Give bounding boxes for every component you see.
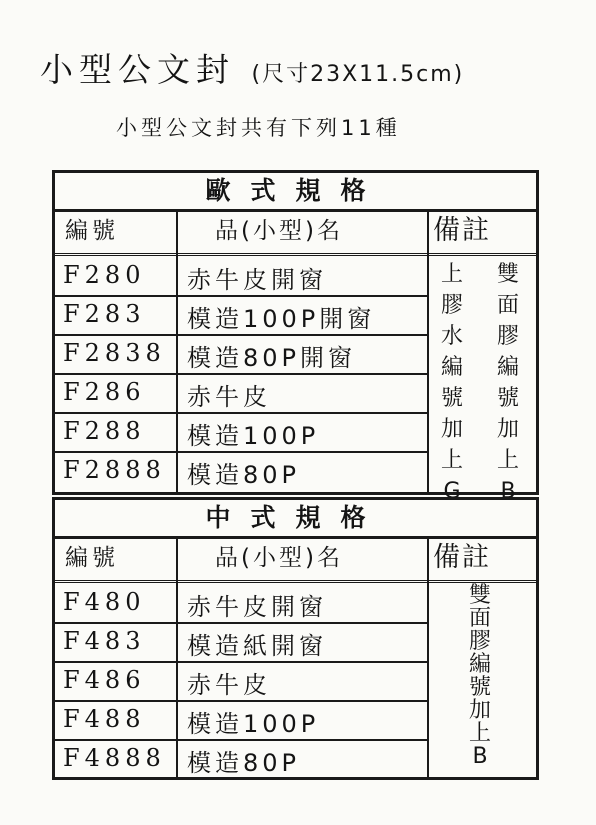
- note-char: 號: [468, 675, 491, 700]
- note-char: 上: [440, 262, 463, 287]
- table-row: [55, 662, 427, 702]
- product-name: 模造80P開窗: [187, 344, 357, 372]
- product-name: 模造100P開窗: [187, 305, 376, 333]
- product-code: F4888: [63, 744, 166, 772]
- note-char: 編: [440, 355, 463, 380]
- note-char: G: [443, 479, 461, 504]
- table-row: [55, 623, 427, 663]
- product-name: 赤牛皮: [187, 671, 271, 699]
- note-char: 面: [468, 606, 491, 631]
- note-char: 加: [468, 698, 491, 723]
- col-code-header: 編號: [65, 218, 119, 244]
- note-char: 上: [496, 448, 519, 473]
- table-row: [55, 740, 427, 778]
- table-row: [55, 257, 427, 297]
- product-name: 赤牛皮: [187, 383, 271, 411]
- euro-header: 歐式規格: [55, 173, 536, 212]
- product-code: F283: [63, 300, 146, 328]
- china-column-header: [55, 536, 536, 583]
- table-row: [55, 335, 427, 375]
- euro-note-right: [495, 259, 521, 507]
- note-char: 編: [468, 652, 491, 677]
- note-char: 上: [440, 448, 463, 473]
- table-row: [55, 296, 427, 336]
- note-char: 編: [496, 355, 519, 380]
- product-code: F288: [63, 417, 146, 445]
- product-code: F2888: [63, 456, 166, 484]
- note-char: 膠: [468, 629, 491, 654]
- product-code: F280: [63, 261, 146, 289]
- col-note-header: 備註: [433, 542, 491, 573]
- note-char: 號: [440, 386, 463, 411]
- note-char: 膠: [496, 324, 519, 349]
- page-subtitle: 小型公文封共有下列11種: [116, 116, 401, 140]
- product-code: F483: [63, 627, 146, 655]
- note-char: 膠: [440, 293, 463, 318]
- note-char: B: [472, 744, 488, 769]
- euro-note-left: [439, 259, 465, 507]
- product-name: 模造100P: [187, 710, 320, 738]
- table-row: [55, 374, 427, 414]
- product-name: 模造80P: [187, 461, 301, 489]
- note-char: B: [500, 479, 516, 504]
- table-row: [55, 701, 427, 741]
- page-title: 小型公文封 (尺寸23X11.5cm): [40, 50, 465, 89]
- product-name: 赤牛皮開窗: [187, 266, 327, 294]
- euro-spec-table: [52, 170, 539, 504]
- product-name: 模造100P: [187, 422, 320, 450]
- note-char: 雙: [468, 583, 491, 608]
- table-row: [55, 584, 427, 624]
- divider: [427, 209, 429, 492]
- product-code: F286: [63, 378, 146, 406]
- china-note: [467, 584, 493, 768]
- table-row: [55, 452, 427, 490]
- note-char: 加: [440, 417, 463, 442]
- note-char: 上: [468, 721, 491, 746]
- product-name: 赤牛皮開窗: [187, 593, 327, 621]
- col-name-header: 品(小型)名: [215, 545, 343, 571]
- table-row: [55, 413, 427, 453]
- note-char: 面: [496, 293, 519, 318]
- title-size: (尺寸23X11.5cm): [251, 62, 465, 87]
- product-code: F486: [63, 666, 146, 694]
- product-code: F480: [63, 588, 146, 616]
- col-note-header: 備註: [433, 215, 491, 246]
- product-name: 模造紙開窗: [187, 632, 327, 660]
- divider: [427, 536, 429, 777]
- china-header: 中式規格: [55, 500, 536, 539]
- product-name: 模造80P: [187, 749, 301, 777]
- product-code: F488: [63, 705, 146, 733]
- note-char: 號: [496, 386, 519, 411]
- note-char: 加: [496, 417, 519, 442]
- china-spec-table: [52, 497, 539, 780]
- note-char: 雙: [496, 262, 519, 287]
- col-code-header: 編號: [65, 545, 119, 571]
- product-code: F2838: [63, 339, 166, 367]
- note-char: 水: [440, 324, 463, 349]
- euro-column-header: [55, 209, 536, 256]
- col-name-header: 品(小型)名: [215, 218, 343, 244]
